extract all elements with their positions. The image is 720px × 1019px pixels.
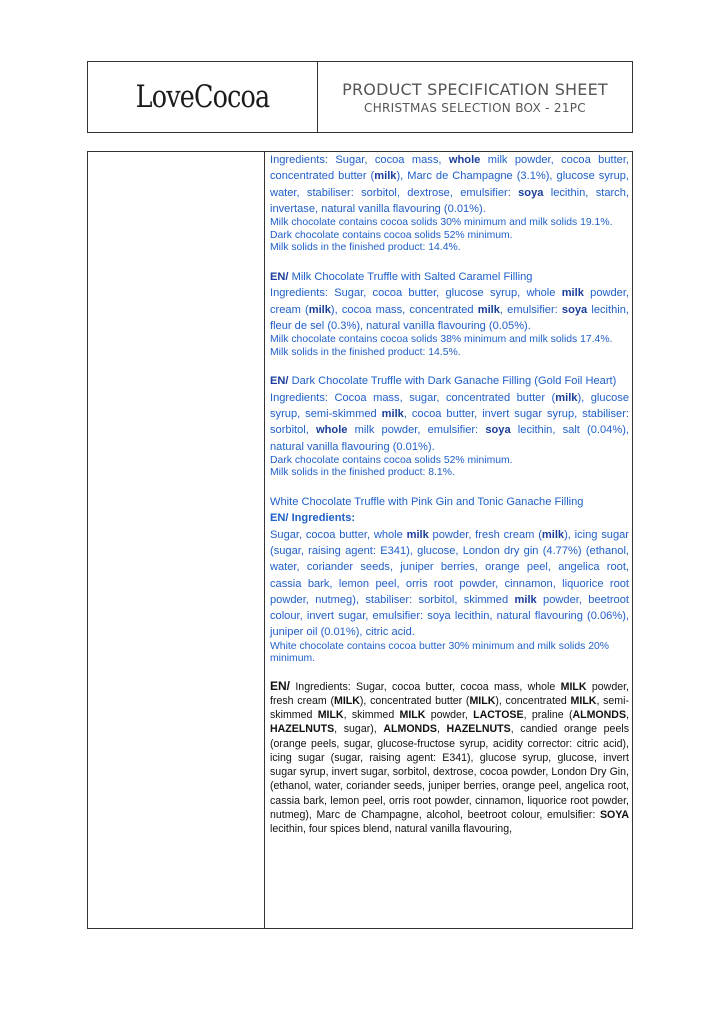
note-text: Milk chocolate contains cocoa solids 30% minimum and milk solids 19.1%. bbox=[270, 217, 613, 229]
section-1 bbox=[270, 152, 629, 255]
note-text: Milk solids in the finished product: 8.1%. bbox=[270, 467, 455, 479]
sheet-subtitle: CHRISTMAS SELECTION BOX - 21PC bbox=[364, 101, 586, 115]
product-heading: White Chocolate Truffle with Pink Gin and Tonic Ganache Filling bbox=[270, 496, 584, 509]
note-text: Milk chocolate contains cocoa solids 38% minimum and milk solids 17.4%. bbox=[270, 334, 613, 346]
section-3 bbox=[270, 373, 629, 480]
logo-cell bbox=[88, 62, 318, 132]
note-text: Dark chocolate contains cocoa solids 52% minimum. bbox=[270, 229, 513, 241]
title-cell bbox=[318, 62, 632, 132]
ingredients-text: Ingredients: Sugar, cocoa butter, glucose syrup, whole milk powder, cream (milk), cocoa mass, concentrated milk, emulsifier: soya lecithin, fleur de sel (0.3%), natural vanilla flavouring (0.05%). bbox=[270, 287, 629, 332]
ingredients-subheading: EN/ Ingredients: bbox=[270, 512, 356, 525]
ingredients-text: Sugar, cocoa butter, whole milk powder, fresh cream (milk), icing sugar (sugar, raising agent: E341), glucose, London dry gin (4.77%) (ethanol, water, coriander seeds, juniper berries, orange peel, angelica root, cassia bark, lemon peel, orris root powder, cinnamon, liquorice root powder, nutmeg), stabiliser: sorbitol, skimmed milk powder, beetroot colour, invert sugar, emulsifier: soya lecithin, natural flavouring (0.06%), juniper oil (0.01%), citric acid. bbox=[270, 528, 629, 639]
note-text: Milk solids in the finished product: 14.5%. bbox=[270, 346, 461, 358]
ingredients-text: Ingredients: Cocoa mass, sugar, concentrated butter (milk), glucose syrup, semi-skimmed milk, cocoa butter, invert sugar syrup, stabiliser: sorbitol, whole milk powder, emulsifier: soya lecithin, salt (0.04%), natural vanilla flavouring (0.01%). bbox=[270, 391, 630, 453]
label-column bbox=[88, 152, 265, 928]
section-2 bbox=[270, 269, 629, 359]
section-4 bbox=[270, 494, 629, 666]
spec-table bbox=[87, 151, 633, 929]
product-heading: EN/ Dark Chocolate Truffle with Dark Ganache Filling (Gold Foil Heart) bbox=[270, 375, 617, 388]
content-column bbox=[265, 152, 632, 928]
ingredients-text: Ingredients: Sugar, cocoa mass, whole milk powder, cocoa butter, concentrated butter (milk), Marc de Champagne (3.1%), glucose syrup, water, stabiliser: sorbitol, dextrose, emulsifier: soya lecithin, starch, invertase, natural vanilla flavouring (0.01%). bbox=[270, 154, 629, 215]
sheet-title: PRODUCT SPECIFICATION SHEET bbox=[342, 80, 608, 99]
header-box bbox=[87, 61, 633, 133]
note-text: Milk solids in the finished product: 14.4%. bbox=[270, 242, 461, 254]
note-text: White chocolate contains cocoa butter 30% minimum and milk solids 20% minimum. bbox=[270, 640, 610, 665]
note-text: Dark chocolate contains cocoa solids 52% minimum. bbox=[270, 454, 513, 466]
section-5-combined-ingredients: EN/ Ingredients: Sugar, cocoa butter, cocoa mass, whole MILK powder, fresh cream (MILK), concentrated butter (MILK), concentrated MILK, semi-skimmed MILK, skimmed MILK powder, LACTOSE, praline (ALMONDS, HAZELNUTS, sugar), ALMONDS, HAZELNUTS, candied orange peels (orange peels, sugar, glucose-fructose syrup, acidity corrector: citric acid), icing sugar (sugar, raising agent: E341), glucose syrup, glucose, invert sugar syrup, invert sugar, sorbitol, dextrose, cocoa powder, London Dry Gin, (ethanol, water, coriander seeds, juniper berries, orange peel, angelica root, cassia bark, lemon peel, orris root powder, cinnamon, liquorice root powder, nutmeg), Marc de Champagne, alcohol, beetroot colour, emulsifier: SOYA lecithin, four spices blend, natural vanilla flavouring, bbox=[270, 678, 630, 835]
brand-logo: LoveCocoa bbox=[135, 79, 270, 115]
product-heading: EN/ Milk Chocolate Truffle with Salted Caramel Filling bbox=[270, 270, 533, 283]
